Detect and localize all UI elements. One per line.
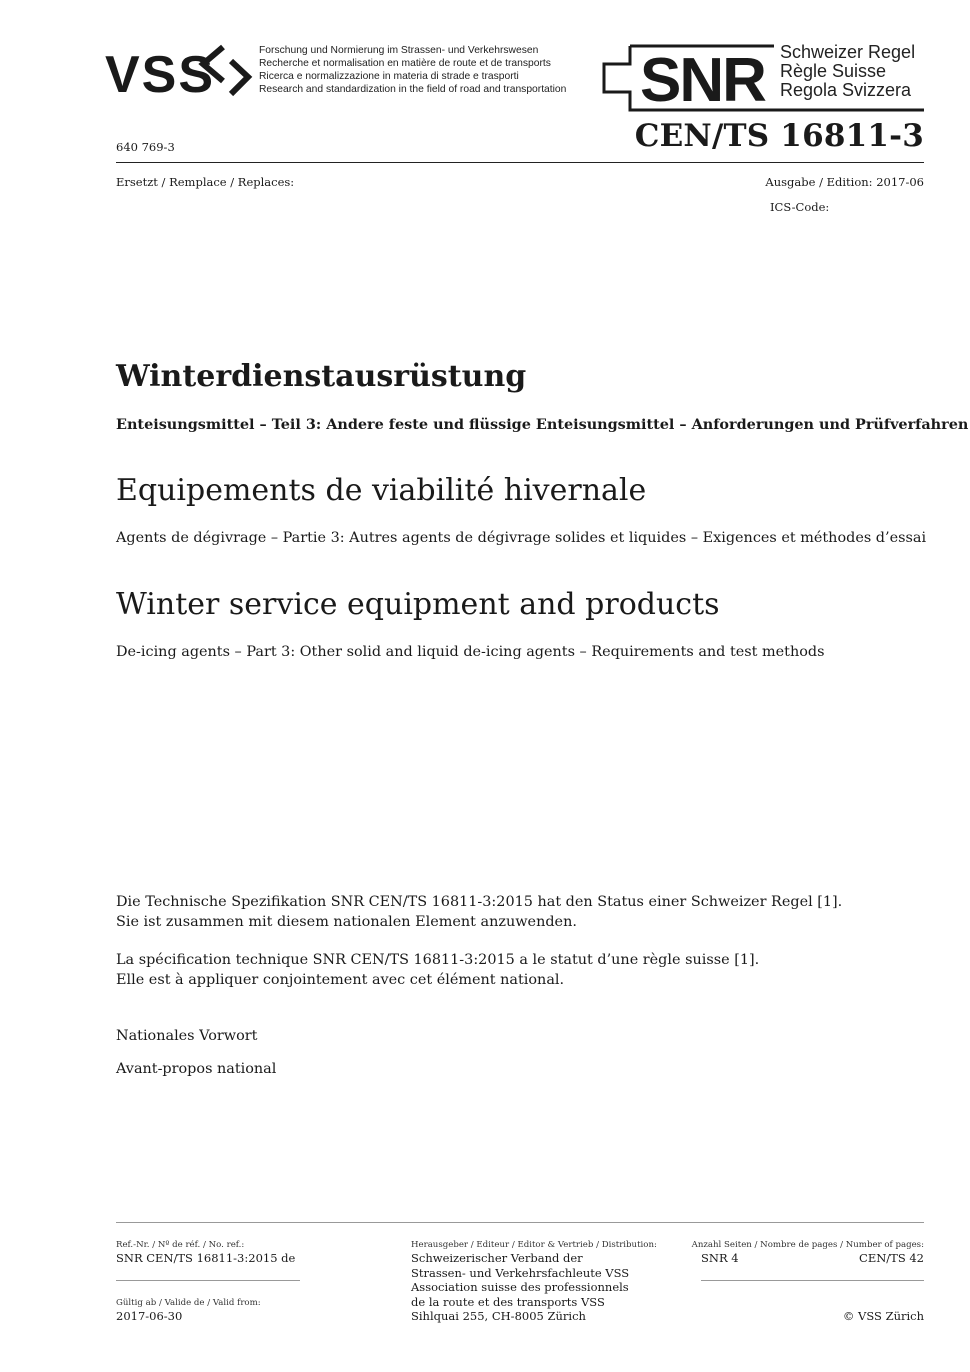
ref-number-value: SNR CEN/TS 16811-3:2015 de [116,1251,296,1265]
page-count-label: Anzahl Seiten / Nombre de pages / Number of pages: [691,1240,924,1250]
page-count-cen: CEN/TS 42 [859,1251,924,1265]
vss-line-fr: Recherche et normalisation en matière de route et de transports [259,58,551,69]
page-count-snr: SNR 4 [701,1251,739,1265]
vss-description [259,44,566,96]
publisher-label: Herausgeber / Editeur / Editor & Vertrieb / Distribution: [411,1240,657,1250]
subtitle-french: Agents de dégivrage – Partie 3: Autres agents de dégivrage solides et liquides – Exigences et méthodes d’essai [116,530,927,546]
status-line: Sie ist zusammen mit diesem nationalen Element anzuwenden. [116,914,577,930]
edition-label: Ausgabe / Edition: 2017-06 [765,175,924,189]
replaces-label: Ersetzt / Remplace / Replaces: [116,175,295,189]
status-paragraph-french [116,950,759,990]
publisher-line: Association suisse des professionnels [411,1280,629,1295]
footer-rule-left [116,1280,300,1281]
publisher-line: Strassen- und Verkehrsfachleute VSS [411,1265,630,1280]
snr-line-fr: Règle Suisse [780,61,887,81]
snr-regulation-label [780,43,915,100]
snr-line-de: Schweizer Regel [780,42,916,62]
ref-number-label: Ref.-Nr. / Nº de réf. / No. ref.: [116,1240,245,1250]
subtitle-english: De-icing agents – Part 3: Other solid and liquid de-icing agents – Requirements and test methods [116,644,825,660]
publisher-line: Schweizerischer Verband der [411,1251,583,1265]
vss-line-it: Ricerca e normalizzazione in materia di strade e trasporti [259,71,519,82]
title-english: Winter service equipment and products [116,587,720,622]
publisher-line: de la route et des transports VSS [411,1294,605,1309]
status-paragraph-german [116,892,842,932]
copyright: © VSS Zürich [842,1309,924,1323]
vss-logo-text: VSS [105,46,216,100]
valid-from-label: Gültig ab / Valide de / Valid from: [116,1298,261,1308]
vss-logo [105,42,253,100]
status-line: Elle est à appliquer conjointement avec cet élément national. [116,972,565,988]
snr-line-it: Regola Svizzera [780,80,912,100]
document-number: 640 769-3 [116,140,175,154]
national-foreword-french: Avant-propos national [116,1061,277,1077]
valid-from-value: 2017-06-30 [116,1309,183,1323]
subtitle-german: Enteisungsmittel – Teil 3: Andere feste und flüssige Enteisungsmittel – Anforderungen und Prüfverfahren [116,416,969,433]
footer-divider [116,1222,924,1223]
ics-code-label: ICS-Code: [770,200,830,214]
national-foreword-german: Nationales Vorwort [116,1028,258,1044]
title-german: Winterdienstausrüstung [116,359,527,394]
publisher-address [411,1251,629,1324]
standard-id: CEN/TS 16811-3 [634,118,924,154]
publisher-line: Sihlquai 255, CH-8005 Zürich [411,1309,586,1324]
vss-line-en: Research and standardization in the field of road and transportation [259,84,567,95]
status-line: La spécification technique SNR CEN/TS 16811-3:2015 a le statut d’une règle suisse [1]. [116,952,760,968]
vss-line-de: Forschung und Normierung im Strassen- und Verkehrswesen [259,45,539,56]
header-divider [116,162,924,163]
title-french: Equipements de viabilité hivernale [116,473,647,508]
footer-rule-right [701,1280,924,1281]
status-line: Die Technische Spezifikation SNR CEN/TS 16811-3:2015 hat den Status einer Schweizer Regel [1]. [116,894,843,910]
snr-logo-text: SNR [640,46,765,114]
